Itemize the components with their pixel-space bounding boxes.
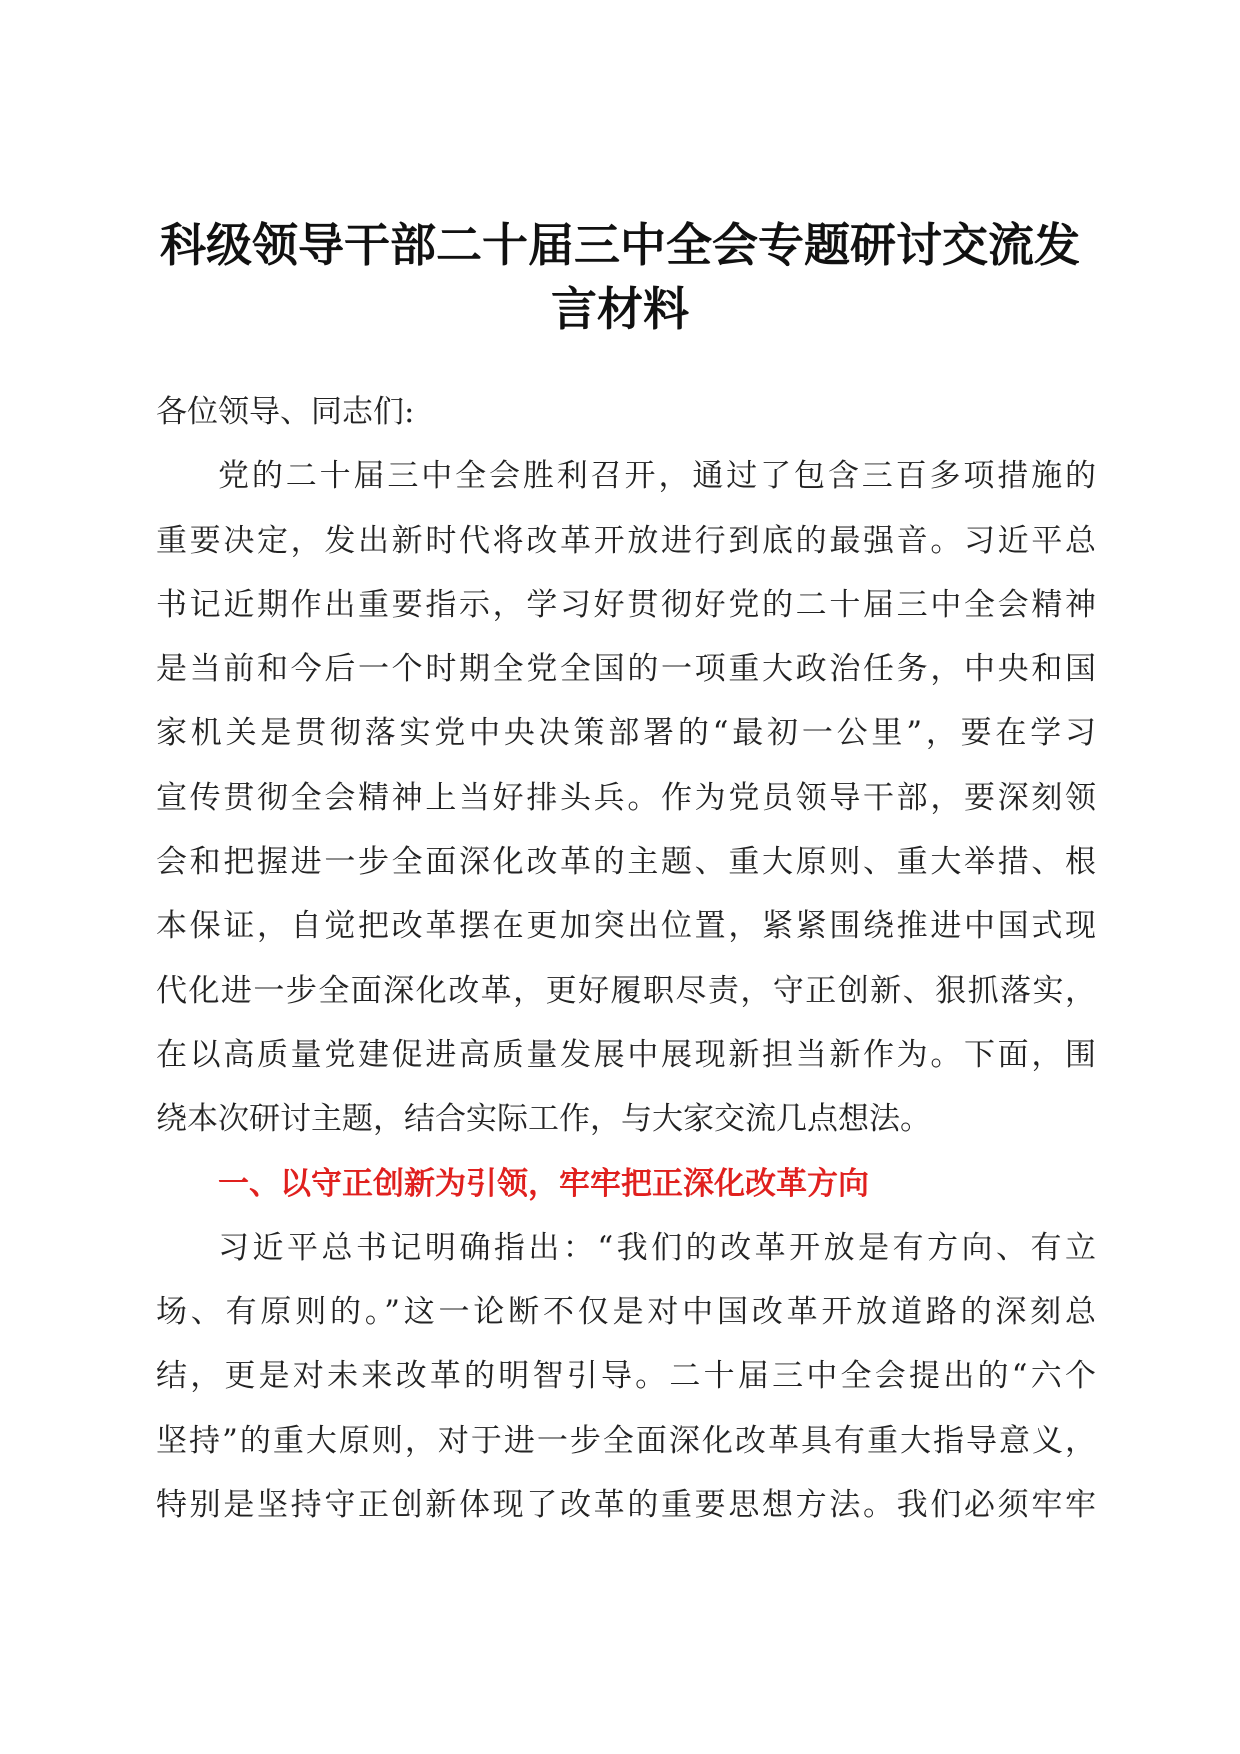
paragraph-line: 结，更是对未来改革的明智引导。二十届三中全会提出的“六个 — [156, 1358, 1096, 1395]
section-heading: 一、以守正创新为引领，牢牢把正深化改革方向 — [218, 1165, 869, 1202]
paragraph-line: 是当前和今后一个时期全党全国的一项重大政治任务，中央和国 — [156, 651, 1096, 688]
paragraph-line: 党的二十届三中全会胜利召开，通过了包含三百多项措施的 — [218, 458, 1096, 495]
paragraph-line: 代化进一步全面深化改革，更好履职尽责，守正创新、狠抓落实， — [156, 972, 1096, 1009]
document-title-line-2: 言材料 — [551, 282, 689, 336]
paragraph-line: 绕本次研讨主题，结合实际工作，与大家交流几点想法。 — [156, 1101, 931, 1138]
paragraph-line: 会和把握进一步全面深化改革的主题、重大原则、重大举措、根 — [156, 844, 1096, 881]
paragraph-line: 在以高质量党建促进高质量发展中展现新担当新作为。下面，围 — [156, 1036, 1096, 1073]
paragraph-line: 家机关是贯彻落实党中央决策部署的“最初一公里”，要在学习 — [156, 715, 1096, 752]
paragraph-line: 宣传贯彻全会精神上当好排头兵。作为党员领导干部，要深刻领 — [156, 779, 1096, 816]
paragraph-line: 重要决定，发出新时代将改革开放进行到底的最强音。习近平总 — [156, 522, 1096, 559]
paragraph-line: 习近平总书记明确指出：“我们的改革开放是有方向、有立 — [218, 1229, 1096, 1266]
paragraph-line: 坚持”的重大原则，对于进一步全面深化改革具有重大指导意义， — [156, 1422, 1096, 1459]
paragraph-line: 书记近期作出重要指示，学习好贯彻好党的二十届三中全会精神 — [156, 586, 1096, 623]
paragraph-line: 特别是坚持守正创新体现了改革的重要思想方法。我们必须牢牢 — [156, 1487, 1096, 1524]
salutation: 各位领导、同志们: — [156, 394, 415, 430]
paragraph-line: 本保证，自觉把改革摆在更加突出位置，紧紧围绕推进中国式现 — [156, 908, 1096, 945]
document-title-line-1: 科级领导干部二十届三中全会专题研讨交流发 — [160, 218, 1080, 272]
document-body — [156, 380, 1096, 1537]
paragraph-line: 场、有原则的。”这一论断不仅是对中国改革开放道路的深刻总 — [156, 1294, 1096, 1331]
